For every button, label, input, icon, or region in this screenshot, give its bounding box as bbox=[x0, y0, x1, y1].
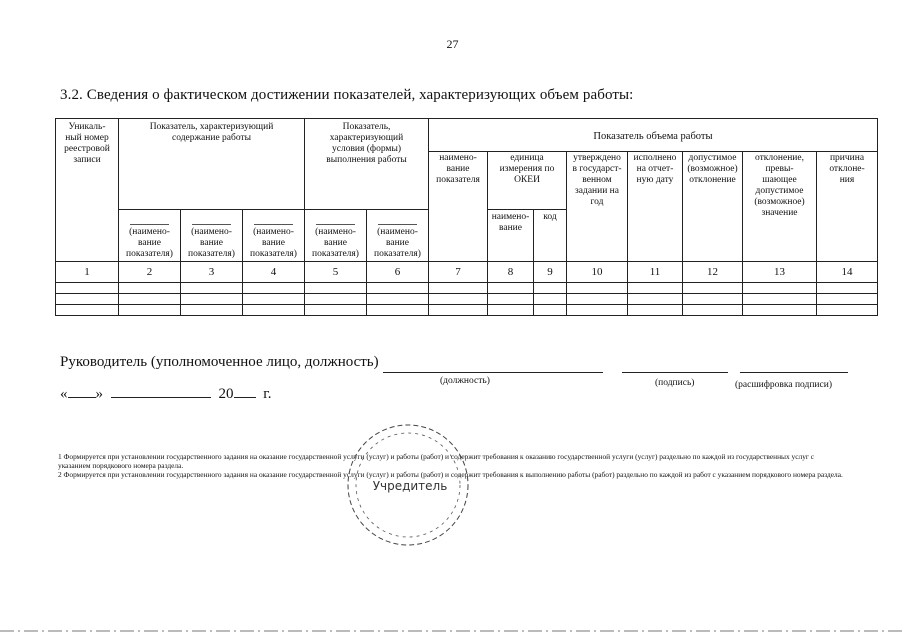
header-approved bbox=[567, 152, 628, 262]
scan-edge bbox=[0, 628, 905, 634]
header-line: отклоне- bbox=[829, 164, 865, 174]
header-line: (возможное) bbox=[687, 164, 738, 174]
header-line: Показатель, bbox=[342, 122, 391, 132]
decoding-line bbox=[740, 372, 848, 373]
header-deviation-reason bbox=[817, 152, 878, 262]
table-cell bbox=[367, 283, 429, 294]
table-cell bbox=[181, 294, 243, 305]
signature-lead: Руководитель (уполномоченное лицо, должность) bbox=[60, 354, 379, 370]
subheader-line: вание bbox=[200, 238, 223, 248]
section-title: 3.2. Сведения о фактическом достижении показателей, характеризующих объем работы: bbox=[60, 87, 634, 103]
table-cell bbox=[243, 294, 305, 305]
day-blank bbox=[68, 384, 96, 398]
table-cell bbox=[488, 283, 534, 294]
subheader-line: показателя) bbox=[126, 249, 173, 259]
header-line: причина bbox=[829, 153, 865, 163]
column-number: 3 bbox=[181, 262, 243, 283]
header-line: показателя bbox=[436, 175, 480, 185]
column-number: 5 bbox=[305, 262, 367, 283]
column-number: 12 bbox=[683, 262, 743, 283]
date-open-quote: « bbox=[60, 386, 68, 402]
table-cell bbox=[628, 294, 683, 305]
subheader-line: (наимено- bbox=[129, 227, 170, 237]
subheader-content-3 bbox=[243, 210, 305, 262]
table-cell bbox=[817, 294, 878, 305]
table-cell bbox=[56, 305, 119, 316]
header-volume-indicator: Показатель объема работы bbox=[429, 119, 878, 152]
table-cell bbox=[305, 305, 367, 316]
table-cell bbox=[817, 283, 878, 294]
table-cell bbox=[56, 294, 119, 305]
position-line bbox=[383, 372, 603, 373]
header-allowed-deviation bbox=[683, 152, 743, 262]
column-number: 2 bbox=[119, 262, 181, 283]
table-cell bbox=[628, 283, 683, 294]
subheader-line: показателя) bbox=[188, 249, 235, 259]
table-row bbox=[56, 283, 878, 294]
column-number: 1 bbox=[56, 262, 119, 283]
table-cell bbox=[181, 283, 243, 294]
header-line: венном bbox=[582, 175, 612, 185]
table-cell bbox=[243, 283, 305, 294]
table-cell bbox=[119, 294, 181, 305]
header-line: (возможное) bbox=[754, 197, 805, 207]
table-cell bbox=[429, 305, 488, 316]
header-line: реестровой bbox=[64, 144, 110, 154]
date-line bbox=[60, 384, 271, 403]
header-line: записи bbox=[73, 155, 101, 165]
header-line: ОКЕИ bbox=[514, 175, 540, 185]
column-number: 8 bbox=[488, 262, 534, 283]
blank-name-line bbox=[254, 224, 294, 225]
header-line: условия (формы) bbox=[331, 144, 401, 154]
header-line: задании на bbox=[575, 186, 619, 196]
header-line: наимено- bbox=[439, 153, 477, 163]
table-cell bbox=[488, 294, 534, 305]
table-cell bbox=[567, 283, 628, 294]
header-content-indicator bbox=[119, 119, 305, 210]
table-cell bbox=[367, 305, 429, 316]
subheader-content-1 bbox=[119, 210, 181, 262]
table-cell bbox=[567, 305, 628, 316]
table-cell bbox=[534, 294, 567, 305]
header-line: содержание работы bbox=[172, 133, 251, 143]
header-line: отклонение bbox=[689, 175, 736, 185]
header-executed bbox=[628, 152, 683, 262]
header-line: ную дату bbox=[636, 175, 674, 185]
subheader-line: показателя) bbox=[312, 249, 359, 259]
table-cell bbox=[534, 305, 567, 316]
table-cell bbox=[305, 283, 367, 294]
subheader-line: вание bbox=[262, 238, 285, 248]
table-cell bbox=[683, 305, 743, 316]
header-indicator-name bbox=[429, 152, 488, 262]
table-cell bbox=[534, 283, 567, 294]
header-conditions-indicator bbox=[305, 119, 429, 210]
year-prefix: 20 bbox=[218, 386, 234, 402]
subheader-line: (наимено- bbox=[315, 227, 356, 237]
year-blank bbox=[234, 384, 256, 398]
header-line: единица bbox=[510, 153, 544, 163]
table-cell bbox=[743, 294, 817, 305]
header-line: вание bbox=[499, 223, 522, 233]
header-line: отклонение, bbox=[755, 153, 804, 163]
header-line: ный номер bbox=[65, 133, 109, 143]
table-cell bbox=[56, 283, 119, 294]
header-line: исполнено bbox=[633, 153, 677, 163]
header-excess-deviation bbox=[743, 152, 817, 262]
subheader-unit-code: код bbox=[534, 210, 567, 262]
subheader-line: (наимено- bbox=[191, 227, 232, 237]
volume-indicators-table bbox=[55, 118, 878, 316]
stamp-label: Учредитель bbox=[372, 479, 448, 493]
header-line: Уникаль- bbox=[68, 122, 106, 132]
subheader-line: вание bbox=[386, 238, 409, 248]
subheader-line: вание bbox=[138, 238, 161, 248]
blank-name-line bbox=[378, 224, 418, 225]
column-number: 7 bbox=[429, 262, 488, 283]
table-cell bbox=[305, 294, 367, 305]
footnote-2: 2 Формируется при установлении государственного задания на оказание государственной услуги (услуг) и работы (работ) и содержит требования к выполнению работы (работ) раздельно по каждой из работ с указанием порядкового номера раздела. bbox=[58, 470, 843, 479]
table-cell bbox=[567, 294, 628, 305]
table-cell bbox=[683, 283, 743, 294]
subheader-condition-1 bbox=[305, 210, 367, 262]
signature-caption: (подпись) bbox=[655, 378, 695, 388]
header-line: наимено- bbox=[491, 212, 530, 222]
header-unique-number bbox=[56, 119, 119, 262]
table-cell bbox=[488, 305, 534, 316]
header-line: утверждено bbox=[573, 153, 621, 163]
table-cell bbox=[181, 305, 243, 316]
header-line: в государст- bbox=[572, 164, 622, 174]
header-line: шающее bbox=[762, 175, 797, 185]
header-line: вание bbox=[446, 164, 470, 174]
column-number: 13 bbox=[743, 262, 817, 283]
table-cell bbox=[367, 294, 429, 305]
header-line: превы- bbox=[765, 164, 794, 174]
header-line: измерения по bbox=[499, 164, 555, 174]
table-cell bbox=[743, 305, 817, 316]
page-number: 27 bbox=[446, 37, 459, 51]
blank-name-line bbox=[316, 224, 356, 225]
table-cell bbox=[429, 294, 488, 305]
header-okei-unit bbox=[488, 152, 567, 210]
table-row bbox=[56, 305, 878, 316]
subheader-line: показателя) bbox=[250, 249, 297, 259]
table-cell bbox=[817, 305, 878, 316]
subheader-line: (наимено- bbox=[253, 227, 294, 237]
position-caption: (должность) bbox=[440, 376, 490, 386]
table-row bbox=[56, 294, 878, 305]
date-close-quote: » bbox=[95, 386, 103, 402]
header-line: значение bbox=[761, 208, 798, 218]
header-line: год bbox=[590, 197, 604, 207]
table-cell bbox=[119, 283, 181, 294]
column-number: 11 bbox=[628, 262, 683, 283]
column-numbers-row bbox=[56, 262, 878, 283]
year-suffix: г. bbox=[263, 386, 272, 402]
month-blank bbox=[111, 384, 211, 398]
blank-name-line bbox=[192, 224, 232, 225]
subheader-condition-2 bbox=[367, 210, 429, 262]
header-line: характеризующий bbox=[329, 133, 404, 143]
header-line: Показатель, характеризующий bbox=[149, 122, 274, 132]
footnote-1: 1 Формируется при установлении государственного задания на оказание государственной услуги (услуг) и работы (работ) и содержит требования к оказанию государственной услуги (услуг) раздельно по каждой из государственных услуг с указанием порядкового номера раздела. bbox=[58, 452, 815, 470]
header-line: допустимое bbox=[688, 153, 737, 163]
column-number: 14 bbox=[817, 262, 878, 283]
table-cell bbox=[743, 283, 817, 294]
column-number: 4 bbox=[243, 262, 305, 283]
header-line: выполнения работы bbox=[326, 155, 407, 165]
subheader-line: (наимено- bbox=[377, 227, 418, 237]
table-cell bbox=[628, 305, 683, 316]
subheader-content-2 bbox=[181, 210, 243, 262]
signature-line bbox=[622, 372, 728, 373]
subheader-line: показателя) bbox=[374, 249, 421, 259]
header-line: на отчет- bbox=[636, 164, 674, 174]
header-line: ния bbox=[839, 175, 855, 185]
table-cell bbox=[119, 305, 181, 316]
stamp-seal bbox=[343, 420, 473, 550]
table-cell bbox=[429, 283, 488, 294]
column-number: 9 bbox=[534, 262, 567, 283]
table-cell bbox=[683, 294, 743, 305]
blank-name-line bbox=[130, 224, 170, 225]
subheader-unit-name bbox=[488, 210, 534, 262]
column-number: 6 bbox=[367, 262, 429, 283]
header-line: допустимое bbox=[755, 186, 804, 196]
subheader-line: вание bbox=[324, 238, 347, 248]
column-number: 10 bbox=[567, 262, 628, 283]
table-cell bbox=[243, 305, 305, 316]
decoding-caption: (расшифровка подписи) bbox=[735, 380, 832, 390]
